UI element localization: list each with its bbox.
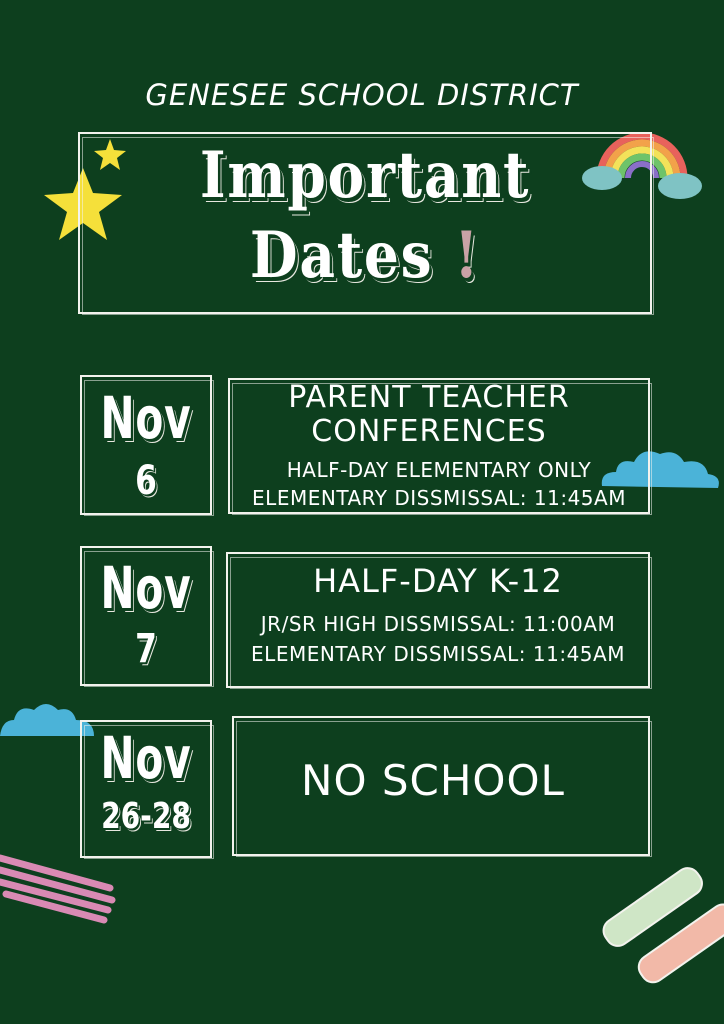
date-day: 26-28 (101, 796, 191, 837)
page-title-word: Dates (249, 218, 434, 293)
event-title-line-1: PARENT TEACHER (288, 380, 570, 415)
date-day: 7 (135, 626, 157, 672)
event-detail: HALF-DAY ELEMENTARY ONLY (286, 458, 592, 482)
date-day: 6 (135, 458, 157, 504)
chalk-scribble-icon (0, 848, 120, 928)
event-title: NO SCHOOL (301, 756, 565, 805)
date-month: Nov (100, 384, 192, 452)
event-title: HALF-DAY K-12 (313, 562, 563, 600)
event-detail: ELEMENTARY DISSMISSAL: 11:45AM (251, 642, 625, 666)
event-detail: JR/SR HIGH DISSMISSAL: 11:00AM (260, 612, 616, 636)
date-month: Nov (100, 724, 192, 792)
page-title-line-1: Important (199, 138, 531, 213)
exclamation-mark: ! (454, 218, 481, 293)
event-title-line-2: CONFERENCES (311, 414, 547, 449)
event-detail: ELEMENTARY DISSMISSAL: 11:45AM (252, 486, 626, 510)
page-title-line-2 (118, 218, 612, 293)
district-name: GENESEE SCHOOL DISTRICT (145, 78, 579, 112)
date-month: Nov (100, 554, 192, 622)
chalk-sticks-icon (598, 848, 724, 988)
